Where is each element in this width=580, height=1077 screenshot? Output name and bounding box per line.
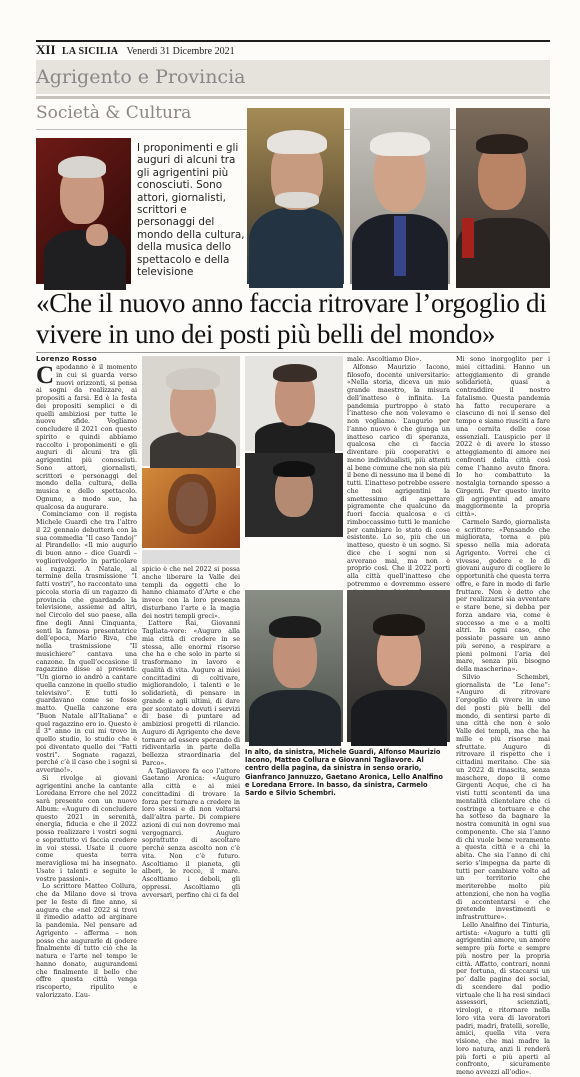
section-underline: [36, 96, 550, 99]
photo-michele-guardi: [36, 138, 131, 284]
col1-para-1: apodanno è il momento in cui si guarda verso nuovi orizzonti, si pensa ai sogni da realizzare, ai propositi a farsi. Ed è la festa dei propositi semplici e di quelli ambiziosi per tutte le nuove sfide. Vogliamo concludere il 2021 con questo spirito e quindi abbiamo raccolto i proponimenti e gli auguri di alcuni tra gli agrigentini più conosciuti. Sono attori, giornalisti, scrittori e personaggi del mondo della cultura, della musica e dello spettacolo. Ognuno, a modo suo, ha qualcosa da augurare.: [36, 363, 137, 511]
col4-para-1: Mi sono inorgoglito per i miei cittadini. Hanno un atteggiamento di grande solidarietà, quasi a contraddire il nostro fatalismo. Questa pandemia ha fatto recuperare a ciascuno di noi il senso del tempo e siamo riusciti a fare una cernita delle cose essenziali. L’auspicio per il 2022 è di avere lo stesso atteggiamento di amore nei confronti della città così come l’hanno avuto finora. Io ho combattuto la nostalgia tornando spesso a Girgenti. Per questo invito gli agrigentini ad amare maggiormente la propria città».: [456, 355, 550, 518]
photo-gianfranco-jannuzzo: [142, 356, 240, 466]
col2-para-1: spicio è che nel 2022 si possa anche liberare la Valle dei templi da oggetti che lo hanno chiamato d’Arte e che invece con la loro presenza disturbano l’arte e la magia dei nostri templi greci».: [142, 565, 240, 620]
photo-gaetano-aronica: [245, 356, 343, 451]
article-column-4: [456, 355, 550, 1076]
photo-lello-analfino: [245, 453, 343, 537]
drop-cap: C: [36, 362, 55, 389]
article-kicker: I proponimenti e gli auguri di alcuni tra gli agrigentini più conosciuti. Sono attori, giornalisti, scrittori e personaggi del mondo della cultura, della musica dello spettacolo e della televisione: [137, 142, 245, 279]
photo-silvio-schembri: [347, 590, 450, 742]
masthead: [36, 42, 235, 58]
article-column-1: [36, 362, 137, 999]
col1-para-2: Cominciamo con il regista Michele Guardì che tra l’altro il 22 gennaio debutterà con la sua commedia “Il caso Tandoj” al Pirandello: «Il mio augurio di buon anno – dice Guardì – vogliorivolgerlo in particolare ai ragazzi. A Natale, al termine della trasmissione “I fatti vostri”, ho raccontato una piccola storia di un ragazzo di provincia che guardando la televisione, assieme ad altri, nel Circolo del suo paese, alla fine degli Anni Cinquanta, sentì la famosa presentatrice dell’epoca, Mario Riva, che nella trasmissione “Il musichiere” cantava una canzone. In quell’occasione il ragazzino disse ai presenti: “Un giorno io andrò a cantare quella canzone in quello studio televisivo”. E tutti lo guardavano come se fosse matto. Quella canzone era “Buon Natale all’Italiana” e quel ragazzino ero io. Questo è il 3° anno in cui mi trovo in quello studio, lo studio che è poi diventato quello dei “Fatti vostri”. Sognate ragazzi, perché c’è il caso che i sogni si avverino!».: [36, 510, 137, 774]
col4-para-3: Silvio Schembri, giornalista de “Le Iene”: «Auguro di ritrovare l’orgoglio di vivere in uno dei posti più belli del mondo, di sentirsi parte di una città che non è solo Valle dei templi, ma che ha mille e più risorse mai sfruttate. Auguro di ritrovare il rispetto che i cittadini meritano. Che sia un 2022 di rinascita, senza maschere, dopo il come Girgenti Acque, che ci ha visti tutti scontenti da una mentalità clientelare che ci costringe a tortuare e che ha sotteso da bagnare la nostra comunità in ogni sua componente. Che sia l’anno di chi vuole bene veramente a questa città e a chi la abita. Che sia l’anno di chi serio s’impegna da parte di tutti per cambiare volto ad un territorio che meriterebbe molto più attenzioni, che non ha voglia di accontentarsi e che pretende investimenti e infrastrutture».: [456, 672, 550, 921]
photo-giovanni-tagliavore: [456, 108, 550, 284]
col4-para-2: Carmelo Sardo, giornalista e scrittore: «Pensando che migliorata, torna e più spesso nella mia adorata Agrigento. Vorrei che ci vivesse, godere e le di giovani auguro di cogliere le opportunità che questa terra offre, e fare in modo di farle fruttare. Non è detto che per realizzarsi sia avventare e stare bene, si debba per forza andare via, come è successo a me e a molti altri. In ogni caso, che possiate passare un anno più sereno, a respirare a pieni polmoni l’aria del mare, senza più bisogno della mascherina».: [456, 517, 550, 673]
col1-para-4: Lo scrittore Matteo Collura, che da Milano dove si trova per le feste di fine anno, si augura che «nel 2022 si trovi il rimedio adatto ad arginare la pandemia. Nel pensare ad Agrigento – afferma – non posso che augurarle di godere finalmente di tutto ciò che la natura e l’arte nel tempo le hanno donato, augurandomi che finalmente il bello che offre questa città venga riscoperto, ripulito e valorizzato. L’au-: [36, 882, 137, 999]
photo-matteo-collura: [350, 108, 450, 284]
headline-rule: [36, 352, 550, 353]
section-title: Agrigento e Provincia: [36, 66, 246, 88]
col2-para-3: A Tagliavore fa eco l’attore Gaetano Aronica: «Auguro alla città e ai miei concittadini di trovare la forza per tornare a credere in loro stessi e di non voltarsi dall’altra parte. Di compiere azioni di cui non dovremo mai vergognarci. Auguro soprattutto di ascoltare perché senza ascolto non c’è vita. Non c’è futuro. Ascoltiamo il pianeta, gli alberi, le rocce, il mare. Ascoltiamo i deboli, gli oppressi. Ascoltiamo gli avversari, perfino chi ci fa del: [142, 766, 240, 899]
col3-para-1: male. Ascoltiamo Dio».: [347, 355, 422, 363]
col1-para-3: Si rivolge ai giovani agrigentini anche la cantante Loredana Errore che nel 2022 sarà presente con un nuovo Album: «Auguro di concludere questo 2021 in serenità, energia, fiducia e che il 2022 possa realizzare i vostri sogni e soprattutto vi faccia credere in voi stessi. Usate il cuore come questa terra meravigliosa mi ha insegnato. Usate i talenti e seguite le vostre passioni».: [36, 773, 137, 883]
issue-date: Venerdì 31 Dicembre 2021: [126, 46, 235, 57]
col3-para-2: Alfonso Maurizio Iacono, filosofo, docente universitario: «Nella storia, diceva un mio grande maestro, la misura dell’inatteso è infinita. La pandemia purtroppo è stato l’inatteso che non volevamo e non vogliamo. L’augurio per l’anno nuovo è che giunga un inatteso carico di speranza, qualcosa che ci faccia diventare più cooperativi e meno individualisti, più attenti al bene comune che non sia più il bene di nessuno ma il bene di tutti. L’inatteso potrebbe essere che noi agrigentini la smettessimo di aspettare pigramente che qualcuno da fuori faccia qualcosa e ci rimboccassimo tutti le maniche per cambiare lo stato di cose esistente. Lo so, più che un inatteso, questo è un sogno. Si dice che i sogni non si avverano mai, ma non è proprio così. Che il 2022 porti alla città quell’inatteso che potremmo e dovremmo essere: [347, 362, 451, 588]
article-column-3: [347, 356, 450, 586]
article-headline: «Che il nuovo anno faccia ritrovare l’orgoglio di vivere in uno dei posti più belli del mondo»: [36, 288, 547, 349]
photo-carmelo-sardo: [245, 590, 343, 742]
article-column-2: [142, 565, 240, 899]
page-number: XII: [36, 42, 56, 57]
byline: Lorenzo Rosso: [36, 355, 98, 363]
photo-caption: In alto, da sinistra, Michele Guardì, Alfonso Maurizio Iacono, Matteo Collura e Giovanni Tagliavore. Al centro della pagina, da sinistra in senso orario, Gianfranco Jannuzzo, Gaetano Aronica, Lello Analfino e Loredana Errore. In basso, da sinistra, Carmelo Sardo e Silvio Schembri.: [245, 748, 443, 798]
photo-alfonso-iacono: [247, 108, 344, 284]
photo-loredana-errore: [142, 468, 240, 548]
newspaper-name: LA SICILIA: [62, 46, 119, 57]
col2-para-2: L’attore Rai, Giovanni Tagliata-vore: «Auguro alla mia città di credere in se stessa, alle enormi risorse che ha e che solo in parte si trasformano in lavoro e qualità di vita. Auguro ai miei concittadini di coltivare, migliorandolo, i talenti e le solidarietà, di pensare in grande e agli ultimi, di dare per scontato e dovuti i servizi di base di puntare ad ambiziosi progetti di rilancio. Auguro di Agrigento che deve tornare ad essere sperando di ridiventarla in parte della bellezza straordinaria del Parco».: [142, 619, 240, 767]
col4-para-4: Lello Analfino dei Tinturia, artista: «Auguro a tutti gli agrigentini amore, un amore sempre più forte e sempre più nostro per la propria città. Affatto, contrari, nonni per fortuna, di staccarsi un po’ dalle pagine dei social, di scendere dal podio virtuale che li ha resi sindaci assessori, scienziati, virologi, e ritornare nella loro vita vera di lavoratori padri, madri, fratelli, sorelle, amici, quella vita vera visione, che mai madre la loro natura, anzi li renderà più forti e più aperti al confronto, sicuramente meno avvezzi all’odio».: [456, 920, 550, 1076]
photo-strip: [142, 550, 240, 564]
subsection-title: Società & Cultura: [36, 103, 192, 123]
